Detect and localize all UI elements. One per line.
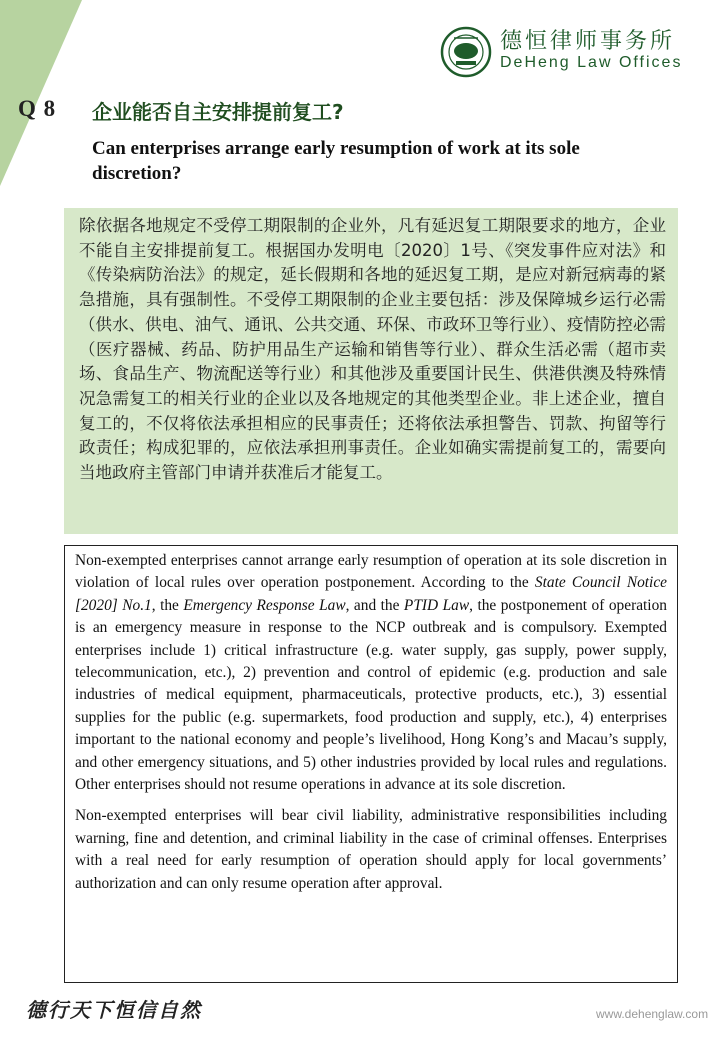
dh-seal-logo-icon — [440, 26, 492, 78]
corner-triangle — [0, 0, 82, 186]
notice-citation: State Council Notice [2020] No.1 — [75, 574, 667, 614]
law-citation-ptid: PTID Law — [403, 596, 470, 614]
chinese-answer-text: 除依据各地规定不受停工期限制的企业外，凡有延迟复工期限要求的地方，企业不能自主安排提前复工。根据国办发明电〔2020〕1号、《突发事件应对法》和《传染病防治法》的规定，延长假期和各地的延迟复工期，是应对新冠病毒的紧急措施，具有强制性。不受停工期限制的企业主要包括：涉及保障城乡运行必需（供水、供电、油气、通讯、公共交通、环保、市政环卫等行业）、疫情防控必需（医疗器械、药品、防护用品生产运输和销售等行业）、群众生活必需（超市卖场、食品生产、物流配送等行业）和其他涉及重要国计民生、供港供澳及特殊情况急需复工的相关行业的企业以及各地规定的其他类型企业。非上述企业，擅自复工的，不仅将依法承担相应的民事责任；还将依法承担警告、罚款、拘留等行政责任；构成犯罪的，应依法承担刑事责任。企业如确实需提前复工的，需要向当地政府主管部门申请并获准后才能复工。 — [79, 216, 666, 483]
footer-motto: 德行天下恒信自然 — [26, 998, 202, 1022]
law-citation-emergency: Emergency Response Law — [183, 596, 346, 614]
firm-name-cn: 德恒律师事务所 — [500, 29, 676, 54]
english-answer-box — [64, 545, 678, 983]
question-number: Q 8 — [18, 96, 57, 121]
english-answer-paragraph-1: Non-exempted enterprises cannot arrange early resumption of operation at its sole discretion in violation of local rules over operation postponement. According to the State Council Notice [2020] No.1, the Emergency Response Law, and the PTID Law, the postponement of operation is an emergency measure in response to the NCP outbreak and is compulsory. Exempted enterprises include 1) critical infrastructure (e.g. water supply, gas supply, power supply, telecommunication, etc.), 2) prevention and control of epidemic (e.g. production and sale industries of medical equipment, pharmaceuticals, protective products, etc.), 3) essential supplies for the public (e.g. supermarkets, food production and supply, etc.), 4) enterprises important to the national economy and people’s livelihood, Hong Kong’s and Macau’s supply, and other emergency situations, and 5) other industries provided by local rules and regulations. Other enterprises should not resume operations in advance at its sole discretion. — [75, 552, 667, 794]
footer-url: www.dehenglaw.com — [596, 1007, 709, 1021]
question-title-en: Can enterprises arrange early resumption of work at its sole discretion? — [92, 138, 580, 184]
english-answer-paragraph-2: Non-exempted enterprises will bear civil liability, administrative responsibilities including warning, fine and detention, and criminal liability in the case of criminal offenses. Enterprises with a real need for early resumption of operation should apply for local governments’ authorization and can only resume operation after approval. — [75, 807, 667, 892]
firm-name-en: DeHeng Law Offices — [500, 54, 683, 71]
question-title-cn: 企业能否自主安排提前复工? — [92, 100, 344, 124]
chinese-answer-box — [64, 208, 678, 534]
